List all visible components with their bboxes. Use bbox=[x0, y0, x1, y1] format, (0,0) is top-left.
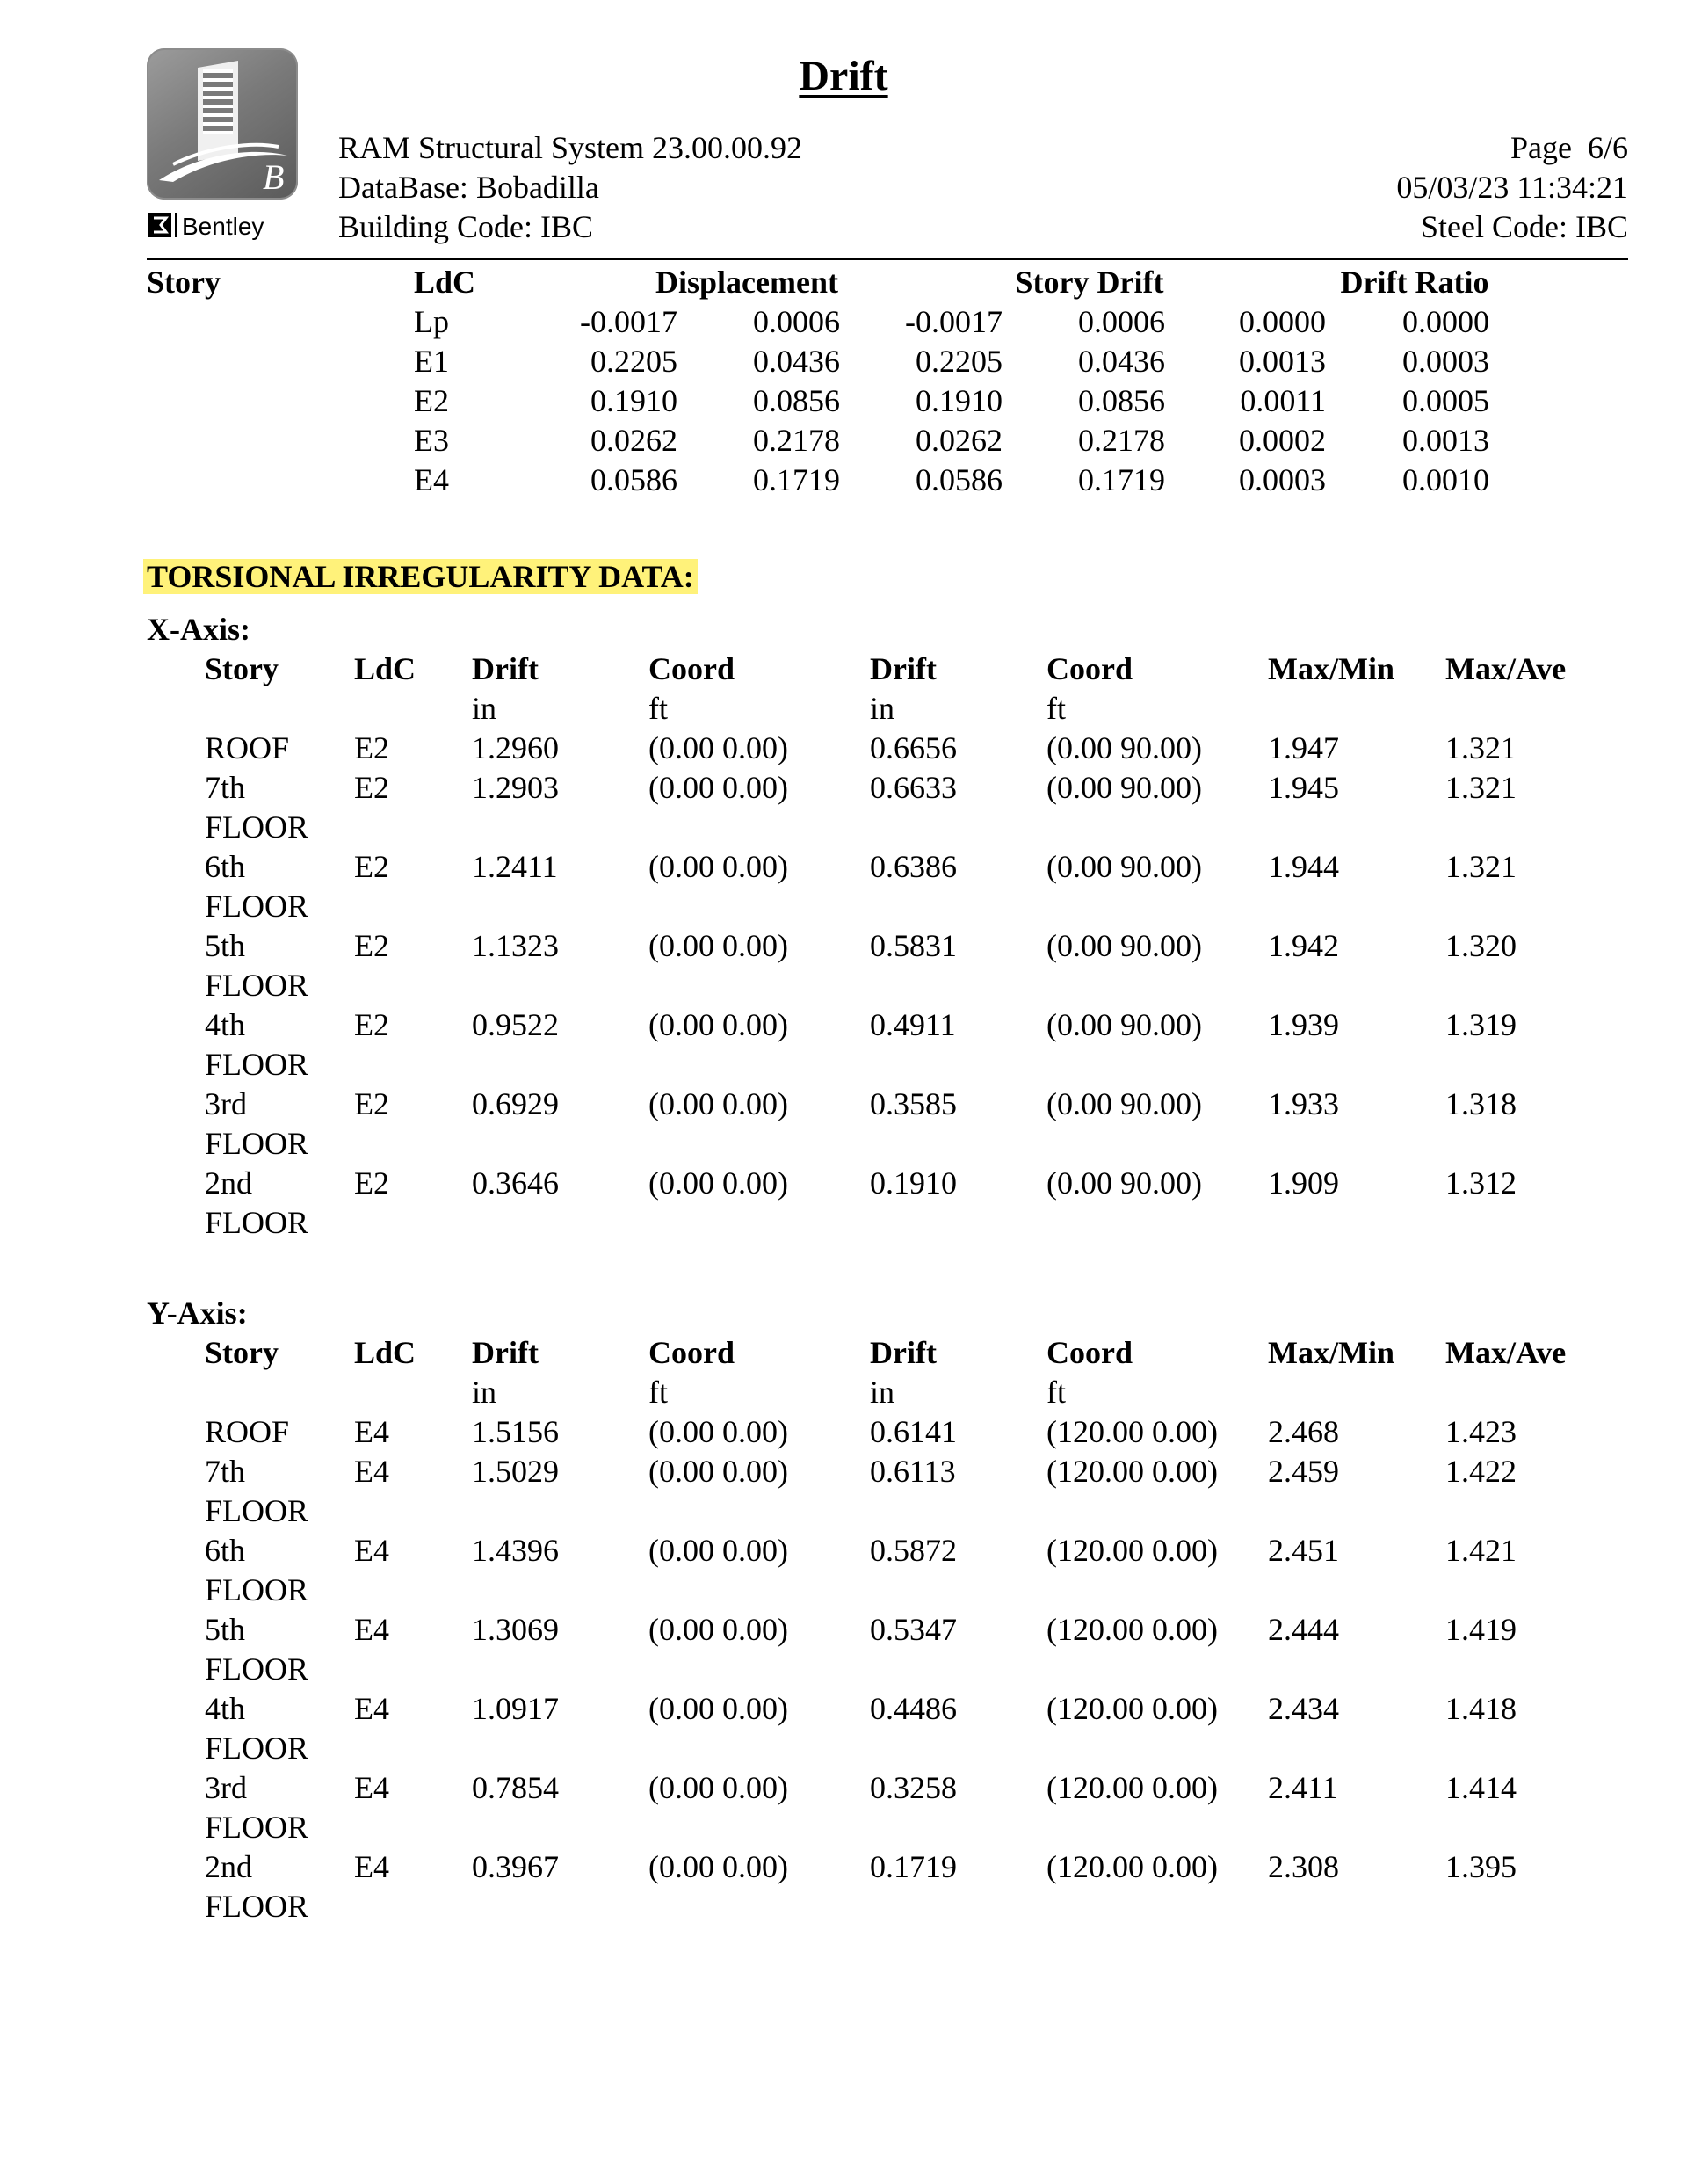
story-name: 5th bbox=[205, 928, 246, 963]
drift-cell: -0.0017 bbox=[905, 304, 1003, 339]
row-coord-2: (120.00 0.00) bbox=[1046, 1454, 1218, 1489]
row-drift-2: 0.1910 bbox=[870, 1165, 957, 1201]
y_axis-unit: in bbox=[870, 1375, 895, 1410]
row-ldc: E2 bbox=[354, 1086, 389, 1121]
story-name-line2: FLOOR bbox=[205, 889, 309, 924]
drift-cell: 0.2178 bbox=[1078, 423, 1165, 458]
row-drift-2: 0.4486 bbox=[870, 1691, 957, 1726]
steel-code: Steel Code: IBC bbox=[1421, 209, 1628, 244]
row-ldc: E2 bbox=[354, 770, 389, 805]
row-max-ave: 1.321 bbox=[1445, 770, 1517, 805]
row-drift-1: 1.2411 bbox=[472, 849, 558, 884]
page-title: Drift bbox=[799, 53, 888, 99]
drift-cell: 0.0003 bbox=[1239, 462, 1326, 497]
report-datetime: 05/03/23 11:34:21 bbox=[1396, 170, 1628, 205]
row-drift-2: 0.6386 bbox=[870, 849, 957, 884]
x_axis-header-maxave: Max/Ave bbox=[1445, 651, 1567, 686]
y_axis-header-ldc: LdC bbox=[354, 1335, 416, 1370]
row-drift-1: 0.3967 bbox=[472, 1849, 559, 1884]
row-max-ave: 1.418 bbox=[1445, 1691, 1517, 1726]
row-drift-1: 0.3646 bbox=[472, 1165, 559, 1201]
row-max-ave: 1.318 bbox=[1445, 1086, 1517, 1121]
row-max-ave: 1.414 bbox=[1445, 1770, 1517, 1805]
row-coord-1: (0.00 0.00) bbox=[648, 1612, 788, 1647]
header-rule bbox=[147, 258, 1628, 260]
row-max-ave: 1.321 bbox=[1445, 730, 1517, 765]
row-drift-1: 1.2960 bbox=[472, 730, 559, 765]
story-name-line2: FLOOR bbox=[205, 1651, 309, 1687]
y_axis-header-coord: Coord bbox=[1046, 1335, 1133, 1370]
drift-cell: 0.0586 bbox=[590, 462, 677, 497]
row-drift-2: 0.5872 bbox=[870, 1533, 957, 1568]
drift-cell: 0.0005 bbox=[1402, 383, 1489, 418]
row-coord-1: (0.00 0.00) bbox=[648, 1414, 788, 1449]
row-drift-2: 0.6113 bbox=[870, 1454, 956, 1489]
row-ldc: E4 bbox=[354, 1414, 389, 1449]
x_axis-header-ldc: LdC bbox=[354, 651, 416, 686]
row-max-min: 2.434 bbox=[1268, 1691, 1339, 1726]
row-ldc: E2 bbox=[354, 730, 389, 765]
row-coord-2: (120.00 0.00) bbox=[1046, 1770, 1218, 1805]
row-ldc: E2 bbox=[354, 928, 389, 963]
row-coord-1: (0.00 0.00) bbox=[648, 1691, 788, 1726]
row-ldc: E4 bbox=[354, 1533, 389, 1568]
story-name-line2: FLOOR bbox=[205, 1047, 309, 1082]
torsional-title-text: TORSIONAL IRREGULARITY DATA: bbox=[143, 559, 698, 594]
y_axis-header-drift: Drift bbox=[472, 1335, 539, 1370]
drift-row-ldc: E1 bbox=[414, 344, 449, 379]
row-ldc: E2 bbox=[354, 1165, 389, 1201]
drift-cell: 0.0011 bbox=[1240, 383, 1326, 418]
x_axis-header-coord: Coord bbox=[1046, 651, 1133, 686]
drift-cell: 0.1910 bbox=[590, 383, 677, 418]
drift-cell: 0.0006 bbox=[753, 304, 840, 339]
row-drift-2: 0.5831 bbox=[870, 928, 957, 963]
row-coord-2: (0.00 90.00) bbox=[1046, 730, 1202, 765]
row-coord-2: (120.00 0.00) bbox=[1046, 1691, 1218, 1726]
row-max-min: 1.944 bbox=[1268, 849, 1339, 884]
x_axis-label: X-Axis: bbox=[147, 612, 250, 647]
drift-row-ldc: E2 bbox=[414, 383, 449, 418]
row-coord-1: (0.00 0.00) bbox=[648, 1165, 788, 1201]
row-ldc: E4 bbox=[354, 1454, 389, 1489]
drift-cell: 0.0002 bbox=[1239, 423, 1326, 458]
drift-cell: 0.0436 bbox=[1078, 344, 1165, 379]
row-coord-1: (0.00 0.00) bbox=[648, 1533, 788, 1568]
story-name-line2: FLOOR bbox=[205, 809, 309, 845]
row-max-ave: 1.320 bbox=[1445, 928, 1517, 963]
story-name-line2: FLOOR bbox=[205, 1889, 309, 1924]
row-max-ave: 1.419 bbox=[1445, 1612, 1517, 1647]
drift-cell: 0.1910 bbox=[916, 383, 1003, 418]
x_axis-header-coord: Coord bbox=[648, 651, 735, 686]
row-drift-2: 0.3585 bbox=[870, 1086, 957, 1121]
row-ldc: E2 bbox=[354, 849, 389, 884]
bentley-wordmark-text: Bentley bbox=[182, 213, 264, 240]
drift-cell: 0.0006 bbox=[1078, 304, 1165, 339]
x_axis-unit: in bbox=[472, 691, 497, 726]
row-max-min: 1.945 bbox=[1268, 770, 1339, 805]
drift-cell: 0.0003 bbox=[1402, 344, 1489, 379]
drift-row-ldc: E3 bbox=[414, 423, 449, 458]
story-name: 6th bbox=[205, 849, 246, 884]
story-name: 2nd bbox=[205, 1849, 252, 1884]
row-max-min: 2.411 bbox=[1268, 1770, 1338, 1805]
y_axis-unit: ft bbox=[648, 1375, 668, 1410]
drift-cell: -0.0017 bbox=[580, 304, 677, 339]
row-coord-1: (0.00 0.00) bbox=[648, 1007, 788, 1042]
drift-row-ldc: Lp bbox=[414, 304, 449, 339]
row-coord-1: (0.00 0.00) bbox=[648, 770, 788, 805]
drift-cell: 0.1719 bbox=[1078, 462, 1165, 497]
drift-cell: 0.2205 bbox=[590, 344, 677, 379]
row-drift-1: 1.5156 bbox=[472, 1414, 559, 1449]
story-name-line2: FLOOR bbox=[205, 1810, 309, 1845]
row-coord-1: (0.00 0.00) bbox=[648, 1770, 788, 1805]
story-name: ROOF bbox=[205, 1414, 290, 1449]
bentley-wordmark bbox=[147, 207, 300, 243]
story-name-line2: FLOOR bbox=[205, 1205, 309, 1240]
row-drift-1: 1.0917 bbox=[472, 1691, 559, 1726]
row-ldc: E4 bbox=[354, 1691, 389, 1726]
row-drift-1: 1.5029 bbox=[472, 1454, 559, 1489]
drift-cell: 0.0013 bbox=[1402, 423, 1489, 458]
row-drift-1: 0.9522 bbox=[472, 1007, 559, 1042]
row-drift-1: 1.2903 bbox=[472, 770, 559, 805]
row-max-min: 1.909 bbox=[1268, 1165, 1339, 1201]
drift-cell: 0.0856 bbox=[753, 383, 840, 418]
y_axis-unit: in bbox=[472, 1375, 497, 1410]
row-coord-1: (0.00 0.00) bbox=[648, 1086, 788, 1121]
building-code: Building Code: IBC bbox=[338, 209, 594, 244]
x_axis-header-drift: Drift bbox=[870, 651, 937, 686]
torsional-title bbox=[147, 557, 698, 596]
row-coord-2: (0.00 90.00) bbox=[1046, 849, 1202, 884]
row-max-min: 2.459 bbox=[1268, 1454, 1339, 1489]
drift-cell: 0.0262 bbox=[916, 423, 1003, 458]
x_axis-unit: in bbox=[870, 691, 895, 726]
story-name: 7th bbox=[205, 770, 246, 805]
drift-cell: 0.0262 bbox=[590, 423, 677, 458]
x_axis-header-maxmin: Max/Min bbox=[1268, 651, 1394, 686]
story-name: 4th bbox=[205, 1007, 246, 1042]
story-name: 2nd bbox=[205, 1165, 252, 1201]
x_axis-header-drift: Drift bbox=[472, 651, 539, 686]
drift-cell: 0.0010 bbox=[1402, 462, 1489, 497]
x_axis-unit: ft bbox=[648, 691, 668, 726]
row-coord-2: (120.00 0.00) bbox=[1046, 1414, 1218, 1449]
story-name-line2: FLOOR bbox=[205, 1493, 309, 1528]
row-coord-2: (0.00 90.00) bbox=[1046, 1165, 1202, 1201]
row-max-min: 2.451 bbox=[1268, 1533, 1339, 1568]
row-max-min: 1.939 bbox=[1268, 1007, 1339, 1042]
row-coord-2: (120.00 0.00) bbox=[1046, 1612, 1218, 1647]
row-coord-1: (0.00 0.00) bbox=[648, 849, 788, 884]
row-max-ave: 1.423 bbox=[1445, 1414, 1517, 1449]
row-max-min: 1.942 bbox=[1268, 928, 1339, 963]
drift-cell: 0.0000 bbox=[1239, 304, 1326, 339]
drift-cell: 0.0586 bbox=[916, 462, 1003, 497]
row-coord-2: (0.00 90.00) bbox=[1046, 1086, 1202, 1121]
drift-cell: 0.1719 bbox=[753, 462, 840, 497]
row-drift-1: 0.7854 bbox=[472, 1770, 559, 1805]
y_axis-unit: ft bbox=[1046, 1375, 1066, 1410]
drift-cell: 0.0013 bbox=[1239, 344, 1326, 379]
row-drift-1: 1.4396 bbox=[472, 1533, 559, 1568]
row-max-ave: 1.421 bbox=[1445, 1533, 1517, 1568]
row-max-ave: 1.319 bbox=[1445, 1007, 1517, 1042]
program-version: RAM Structural System 23.00.00.92 bbox=[338, 130, 802, 165]
y_axis-header-drift: Drift bbox=[870, 1335, 937, 1370]
drift-cell: 0.2178 bbox=[753, 423, 840, 458]
row-drift-2: 0.6141 bbox=[870, 1414, 957, 1449]
row-max-min: 2.468 bbox=[1268, 1414, 1339, 1449]
drift-cell: 0.0436 bbox=[753, 344, 840, 379]
page-number: Page 6/6 bbox=[1510, 130, 1628, 165]
row-drift-2: 0.5347 bbox=[870, 1612, 957, 1647]
drift-row-ldc: E4 bbox=[414, 462, 449, 497]
row-max-min: 2.444 bbox=[1268, 1612, 1339, 1647]
y_axis-label: Y-Axis: bbox=[147, 1295, 248, 1331]
row-coord-1: (0.00 0.00) bbox=[648, 928, 788, 963]
row-coord-1: (0.00 0.00) bbox=[648, 1849, 788, 1884]
row-max-ave: 1.422 bbox=[1445, 1454, 1517, 1489]
row-coord-2: (120.00 0.00) bbox=[1046, 1849, 1218, 1884]
row-ldc: E4 bbox=[354, 1612, 389, 1647]
story-name: 3rd bbox=[205, 1086, 247, 1121]
drift-header-drift-ratio: Drift Ratio bbox=[1340, 265, 1489, 300]
row-drift-1: 1.3069 bbox=[472, 1612, 559, 1647]
row-ldc: E4 bbox=[354, 1770, 389, 1805]
row-coord-2: (120.00 0.00) bbox=[1046, 1533, 1218, 1568]
row-drift-2: 0.6656 bbox=[870, 730, 957, 765]
logo-letter: B bbox=[263, 157, 285, 197]
drift-cell: 0.0000 bbox=[1402, 304, 1489, 339]
row-drift-2: 0.3258 bbox=[870, 1770, 957, 1805]
row-coord-2: (0.00 90.00) bbox=[1046, 1007, 1202, 1042]
row-coord-1: (0.00 0.00) bbox=[648, 1454, 788, 1489]
database-name: DataBase: Bobadilla bbox=[338, 170, 599, 205]
row-coord-1: (0.00 0.00) bbox=[648, 730, 788, 765]
drift-header-displacement: Displacement bbox=[655, 265, 838, 300]
y_axis-header-coord: Coord bbox=[648, 1335, 735, 1370]
row-max-ave: 1.312 bbox=[1445, 1165, 1517, 1201]
drift-cell: 0.0856 bbox=[1078, 383, 1165, 418]
drift-header-story-drift: Story Drift bbox=[1015, 265, 1164, 300]
drift-header-ldc: LdC bbox=[414, 265, 476, 300]
drift-cell: 0.2205 bbox=[916, 344, 1003, 379]
story-name: 3rd bbox=[205, 1770, 247, 1805]
row-ldc: E2 bbox=[354, 1007, 389, 1042]
row-max-min: 1.933 bbox=[1268, 1086, 1339, 1121]
row-max-ave: 1.395 bbox=[1445, 1849, 1517, 1884]
y_axis-header-story: Story bbox=[205, 1335, 279, 1370]
drift-header-story: Story bbox=[147, 265, 221, 300]
row-drift-1: 0.6929 bbox=[472, 1086, 559, 1121]
x_axis-unit: ft bbox=[1046, 691, 1066, 726]
row-max-min: 1.947 bbox=[1268, 730, 1339, 765]
row-ldc: E4 bbox=[354, 1849, 389, 1884]
row-max-min: 2.308 bbox=[1268, 1849, 1339, 1884]
row-drift-2: 0.4911 bbox=[870, 1007, 956, 1042]
story-name: 6th bbox=[205, 1533, 246, 1568]
story-name-line2: FLOOR bbox=[205, 1572, 309, 1607]
story-name-line2: FLOOR bbox=[205, 1731, 309, 1766]
story-name: 4th bbox=[205, 1691, 246, 1726]
story-name-line2: FLOOR bbox=[205, 1126, 309, 1161]
story-name: 7th bbox=[205, 1454, 246, 1489]
y_axis-header-maxmin: Max/Min bbox=[1268, 1335, 1394, 1370]
story-name: ROOF bbox=[205, 730, 290, 765]
y_axis-header-maxave: Max/Ave bbox=[1445, 1335, 1567, 1370]
story-name-line2: FLOOR bbox=[205, 968, 309, 1003]
x_axis-header-story: Story bbox=[205, 651, 279, 686]
story-name: 5th bbox=[205, 1612, 246, 1647]
row-coord-2: (0.00 90.00) bbox=[1046, 770, 1202, 805]
row-coord-2: (0.00 90.00) bbox=[1046, 928, 1202, 963]
row-drift-2: 0.6633 bbox=[870, 770, 957, 805]
row-drift-2: 0.1719 bbox=[870, 1849, 957, 1884]
row-max-ave: 1.321 bbox=[1445, 849, 1517, 884]
row-drift-1: 1.1323 bbox=[472, 928, 559, 963]
